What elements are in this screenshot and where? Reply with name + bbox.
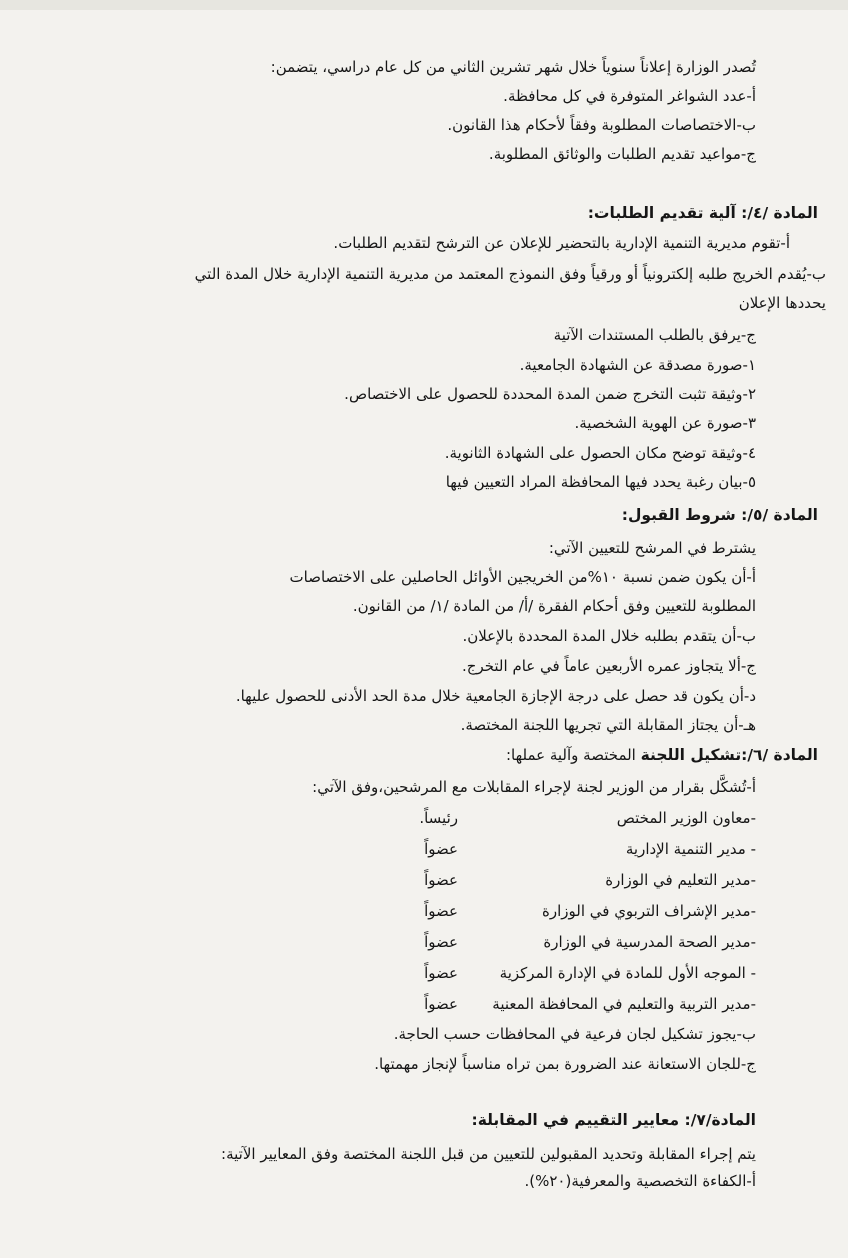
article6-title [506,745,818,765]
intro-item-a: أ-عدد الشواغر المتوفرة في كل محافظة. [503,87,756,105]
article7-title: المادة/٧/: معايير التقييم في المقابلة: [471,1111,756,1129]
member-role-1: -معاون الوزير المختص [616,809,756,827]
article7-item-a: أ-الكفاءة التخصصية والمعرفية(٢٠%). [524,1172,756,1190]
article7-line: يتم إجراء المقابلة وتحديد المقبولين للتعيين من قبل اللجنة المختصة وفق المعايير الآتية: [221,1145,756,1163]
member-status-7: عضواً [424,995,458,1013]
article5-item-a-line1: أ-أن يكون ضمن نسبة ١٠%من الخريجين الأوائل الحاصلين على الاختصاصات [289,568,756,586]
article5-item-b: ب-أن يتقدم بطلبه خلال المدة المحددة بالإعلان. [462,627,756,645]
article4-title: المادة /٤/: آلية تقديم الطلبات: [587,204,818,222]
article6-item-a: أ-تُشكَّل بقرار من الوزير لجنة لإجراء المقابلات مع المرشحين،وفق الآتي: [312,778,756,796]
intro-item-b: ب-الاختصاصات المطلوبة وفقاً لأحكام هذا القانون. [447,116,756,134]
intro-line: تُصدر الوزارة إعلاناً سنوياً خلال شهر تشرين الثاني من كل عام دراسي، يتضمن: [270,58,756,76]
article5-item-a-line2: المطلوبة للتعيين وفق أحكام الفقرة /أ/ من المادة /١/ من القانون. [352,597,756,615]
doc-item-2: ٢-وثيقة تثبت التخرج ضمن المدة المحددة للحصول على الاختصاص. [344,385,756,403]
member-status-6: عضواً [424,964,458,982]
article4-item-b-line1: ب-يُقدم الخريج طلبه إلكترونياً أو ورقياً وفق النموذج المعتمد من مديرية التنمية الإدارية خلال المدة التي [194,265,826,283]
member-role-2: - مدير التنمية الإدارية [625,840,756,858]
member-role-3: -مدير التعليم في الوزارة [605,871,756,889]
member-status-4: عضواً [424,902,458,920]
doc-item-3: ٣-صورة عن الهوية الشخصية. [574,414,756,432]
article6-title-bold: المادة /٦/:تشكيل اللجنة [640,746,818,764]
article5-item-e: هـ-أن يجتاز المقابلة التي تجريها اللجنة المختصة. [460,716,756,734]
doc-item-1: ١-صورة مصدقة عن الشهادة الجامعية. [519,356,756,374]
member-status-3: عضواً [424,871,458,889]
article4-item-a: أ-تقوم مديرية التنمية الإدارية بالتحضير للإعلان عن الترشح لتقديم الطلبات. [333,234,790,252]
article5-intro: يشترط في المرشح للتعيين الآتي: [548,539,756,557]
top-edge [0,0,848,10]
member-role-5: -مدير الصحة المدرسية في الوزارة [543,933,756,951]
doc-item-4: ٤-وثيقة توضح مكان الحصول على الشهادة الثانوية. [444,444,756,462]
article5-item-d: د-أن يكون قد حصل على درجة الإجازة الجامعية خلال مدة الحد الأدنى للحصول عليها. [235,687,756,705]
doc-item-5: ٥-بيان رغبة يحدد فيها المحافظة المراد التعيين فيها [445,473,756,491]
intro-item-c: ج-مواعيد تقديم الطلبات والوثائق المطلوبة. [488,145,756,163]
article6-item-b: ب-يجوز تشكيل لجان فرعية في المحافظات حسب الحاجة. [393,1025,756,1043]
article4-item-b-line2: يحددها الإعلان [738,294,826,312]
member-role-6: - الموجه الأول للمادة في الإدارة المركزية [499,964,756,982]
article4-item-c: ج-يرفق بالطلب المستندات الآتية [553,326,756,344]
member-status-1: رئيساً. [419,809,458,827]
article6-title-rest: المختصة وآلية عملها: [505,746,641,764]
member-status-2: عضواً [424,840,458,858]
member-status-5: عضواً [424,933,458,951]
article5-item-c: ج-ألا يتجاوز عمره الأربعين عاماً في عام التخرج. [462,657,756,675]
article5-title: المادة /٥/: شروط القبول: [621,506,818,524]
member-role-4: -مدير الإشراف التربوي في الوزارة [541,902,756,920]
article6-item-c: ج-للجان الاستعانة عند الضرورة بمن تراه مناسباً لإنجاز مهمتها. [374,1055,756,1073]
member-role-7: -مدير التربية والتعليم في المحافظة المعنية [492,995,756,1013]
